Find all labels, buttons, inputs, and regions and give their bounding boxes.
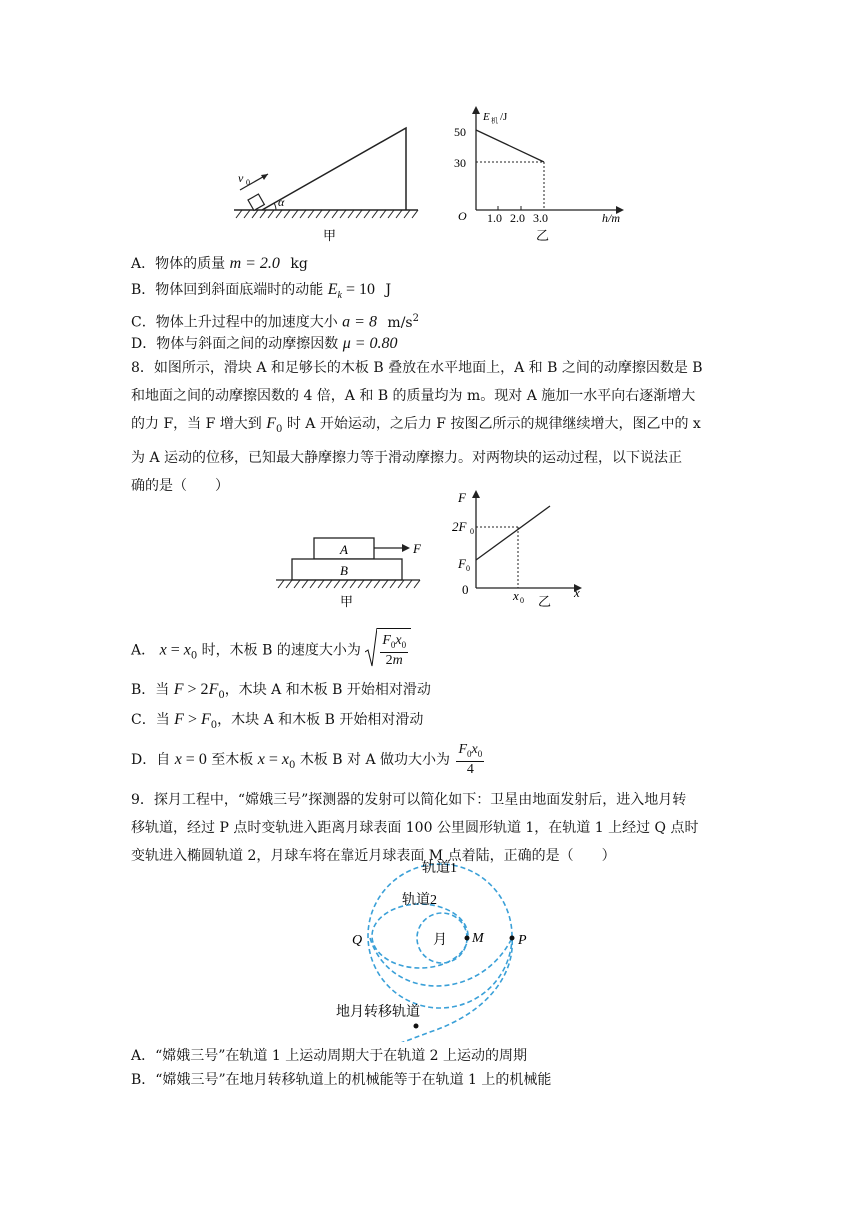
moon-label: 月 (433, 933, 447, 948)
q8-stem: 8．如图所示，滑块 A 和足够长的木板 B 叠放在水平地面上，A 和 B 之间的动摩擦因数是 B 和地面之间的动摩擦因数的 4 倍，A 和 B 的质量均为 m。现对 A 施加一水平向右逐渐增大 的力 F，当 F 增大到 $F_0$ 时 A 开始运动，之后力 F 按图乙所示的规律继续增大，图乙中的 x 为 A 运动的位移，已知最大静摩擦力等于滑动摩擦力。对两物块的运动过程，以下说法正 确的是（ ） (131, 360, 703, 494)
svg-text:0: 0 (470, 527, 474, 536)
q9-option-b: B．“嫦娥三号”在地月转移轨道上的机械能等于在轨道 1 上的机械能 (131, 1072, 552, 1088)
q8-option-c: C．当 $F > F_0$，木块 A 和木板 B 开始相对滑动 (131, 711, 424, 731)
x-tick-x0: x (513, 588, 519, 603)
blocks-figure (270, 484, 600, 620)
fig8-left-label: 甲 (340, 594, 354, 609)
y-tick-f0: F (458, 556, 466, 571)
x-tick-3: 3.0 (533, 211, 548, 225)
q7-option-b: B．物体回到斜面底端时的动能 $E_k = 10$ J (131, 281, 392, 301)
x-tick-2: 2.0 (510, 211, 525, 225)
force-line (476, 506, 550, 560)
fig7-right-label: 乙 (536, 228, 550, 243)
fig8-right-label: 乙 (538, 594, 552, 609)
y-tick-30: 30 (454, 156, 466, 170)
svg-text:0: 0 (246, 178, 250, 187)
svg-text:/J: /J (500, 111, 508, 123)
svg-text:机: 机 (491, 117, 498, 125)
incline-figure (228, 100, 628, 246)
q9-option-a: A．“嫦娥三号”在轨道 1 上运动周期大于在轨道 2 上运动的周期 (131, 1048, 528, 1064)
svg-text:0: 0 (466, 564, 470, 573)
sqrt-expression: $\frac{F_0x_0}{2m}$ (365, 628, 411, 673)
force-label: F (413, 541, 421, 556)
alpha-label: α (278, 195, 285, 209)
q8-option-d: D．自 x = 0 至木板 $x = x_0$ 木板 B 对 A 做功大小为 $\frac{F_0x_0}{4}$ (131, 741, 483, 778)
transfer-point (414, 1024, 419, 1029)
y-tick-50: 50 (454, 125, 466, 139)
force-graph (452, 490, 582, 609)
q7-option-c: C．物体上升过程中的加速度大小 a = 8 $m/s^2$ (131, 313, 419, 331)
origin-label: O (458, 209, 467, 223)
q8-option-a: A． $x = x_0$ 时，木板 B 的速度大小为 $\frac{F_0x_0}{2m}$ (131, 628, 411, 672)
work-fraction: $\frac{F_0x_0}{4}$ (458, 741, 483, 778)
x-tick-1: 1.0 (487, 211, 502, 225)
svg-text:A: A (340, 542, 348, 557)
svg-text:0: 0 (520, 596, 524, 605)
blocks-diagram (276, 538, 422, 609)
origin-0: 0 (462, 582, 469, 597)
orbit-figure (330, 852, 550, 1042)
q8-option-b: B．当 $F > 2F_0$，木块 A 和木板 B 开始相对滑动 (131, 681, 431, 701)
svg-text:B: B (340, 563, 348, 578)
q9-stem: 9．探月工程中，“嫦娥三号”探测器的发射可以简化如下：卫星由地面发射后，进入地月转 移轨道，经过 P 点时变轨进入距离月球表面 100 公里圆形轨道 1，在轨道 1 上经过 Q 点时 变轨进入椭圆轨道 2，月球车将在靠近月球表面 M 点着陆，正确的是（ ） (131, 792, 699, 864)
energy-graph (454, 106, 624, 243)
x-axis-label: h/m (602, 211, 620, 225)
orbit1-label: 轨道1 (422, 861, 457, 876)
m-label: M (472, 931, 484, 946)
block (248, 194, 264, 210)
orbit2-label: 轨道2 (402, 893, 437, 908)
transfer-orbit (370, 938, 512, 1042)
p-label: P (518, 933, 527, 948)
y-tick-2f0: 2F (452, 519, 467, 534)
transfer-label: 地月转移轨道 (336, 1005, 420, 1020)
q-label: Q (352, 933, 363, 948)
v0-label: v (238, 171, 244, 185)
q7-option-a: A．物体的质量 m = 2.0 kg (131, 255, 308, 272)
y-axis-f: F (458, 490, 466, 505)
q7-option-d: D．物体与斜面之间的动摩擦因数 μ = 0.80 (131, 335, 398, 352)
point-m (465, 936, 470, 941)
orbit-2 (372, 904, 468, 968)
incline-diagram (234, 128, 418, 243)
point-p (510, 936, 515, 941)
energy-line (476, 130, 544, 162)
y-axis-label: E (483, 111, 490, 123)
fig7-left-label: 甲 (323, 228, 337, 243)
x-axis-x: x (574, 585, 580, 600)
